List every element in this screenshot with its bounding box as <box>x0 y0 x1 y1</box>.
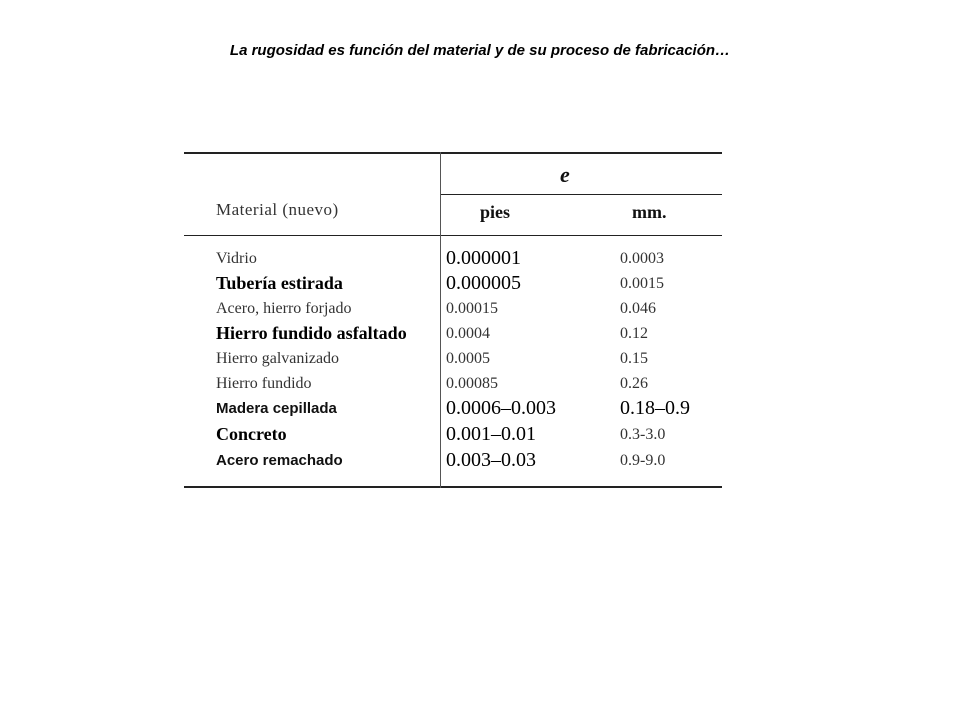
cell-feet: 0.00085 <box>446 375 498 392</box>
cell-feet: 0.0006–0.003 <box>446 397 556 419</box>
cell-material: Hierro fundido <box>216 375 312 392</box>
table-row <box>184 448 722 473</box>
cell-mm: 0.9-9.0 <box>620 452 666 469</box>
table-row <box>184 296 722 321</box>
cell-material: Concreto <box>216 424 287 444</box>
cell-mm: 0.046 <box>620 300 656 317</box>
cell-material: Hierro galvanizado <box>216 350 340 367</box>
table-subheader-rule <box>440 194 722 195</box>
table-top-rule <box>184 152 722 154</box>
cell-mm: 0.12 <box>620 325 648 342</box>
table-row <box>184 422 722 447</box>
table-row <box>184 371 722 396</box>
cell-material: Hierro fundido asfaltado <box>216 323 407 343</box>
cell-material: Vidrio <box>216 250 257 267</box>
cell-mm: 0.18–0.9 <box>620 397 690 419</box>
table-row <box>184 271 722 296</box>
slide-title: La rugosidad es función del material y de su proceso de fabricación… <box>229 42 731 59</box>
cell-feet: 0.000001 <box>446 247 521 269</box>
cell-mm: 0.26 <box>620 375 648 392</box>
cell-mm: 0.15 <box>620 350 648 367</box>
cell-feet: 0.000005 <box>446 272 521 294</box>
cell-feet: 0.003–0.03 <box>446 449 536 471</box>
table-bottom-rule <box>184 486 722 488</box>
header-feet: pies <box>480 202 511 222</box>
table-row <box>184 346 722 371</box>
cell-mm: 0.0015 <box>620 275 664 292</box>
table-row <box>184 396 722 421</box>
cell-feet: 0.00015 <box>446 300 498 317</box>
header-material: Material (nuevo) <box>216 200 339 219</box>
table-row <box>184 321 722 346</box>
cell-material: Tubería estirada <box>216 273 343 293</box>
cell-mm: 0.0003 <box>620 250 664 267</box>
header-mm: mm. <box>632 202 667 222</box>
cell-material: Madera cepillada <box>216 400 337 417</box>
cell-feet: 0.0005 <box>446 350 490 367</box>
cell-material: Acero, hierro forjado <box>216 300 352 317</box>
roughness-table <box>184 152 722 488</box>
cell-feet: 0.0004 <box>446 325 490 342</box>
table-row <box>184 246 722 271</box>
header-epsilon: e <box>560 162 570 187</box>
cell-feet: 0.001–0.01 <box>446 423 536 445</box>
cell-material: Acero remachado <box>216 452 343 469</box>
table-header-rule <box>184 235 722 236</box>
cell-mm: 0.3-3.0 <box>620 426 666 443</box>
